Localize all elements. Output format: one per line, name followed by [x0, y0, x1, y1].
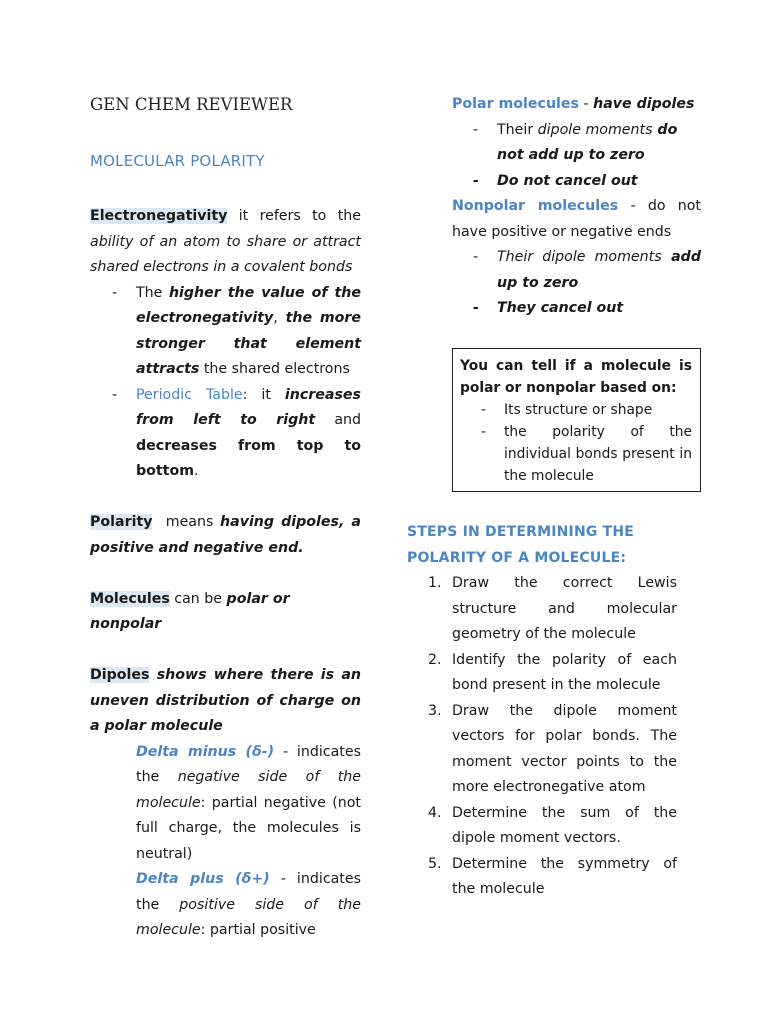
molecules-term: Molecules [90, 590, 170, 607]
polarity-paragraph: Polarity means having dipoles, a positive and negative end. [90, 514, 361, 556]
section-heading: MOLECULAR POLARITY [90, 152, 265, 170]
step-item: 3. Draw the dipole moment vectors for polar bonds. The moment vector points to the more electronegative atom [428, 702, 677, 795]
polarity-term: Polarity [90, 514, 153, 530]
nonpolar-molecules-paragraph: Nonpolar molecules - do not have positive or negative ends [452, 198, 701, 240]
tip-box-text: You can tell if a molecule is polar or nonpolar based on: [460, 358, 692, 396]
molecules-paragraph: Molecules can be polar or nonpolar [90, 590, 290, 632]
electronegativity-bullet-1: - The higher the value of the electronegativity, the more stronger that element attracts the shared electrons [112, 284, 361, 377]
steps-heading: STEPS IN DETERMINING THE POLARITY OF A MOLECULE: [407, 524, 635, 566]
step-item: 4. Determine the sum of the dipole moment vectors. [428, 804, 677, 846]
tip-box-item-1: - Its structure or shape [481, 402, 653, 418]
polarity-tip-box [452, 348, 701, 492]
left-column [90, 92, 361, 944]
dipoles-paragraph: Dipoles shows where there is an uneven distribution of charge on a polar molecule [90, 667, 361, 734]
polar-bullet-2: - Do not cancel out [473, 172, 638, 189]
periodic-table-term: Periodic Table [136, 386, 243, 403]
polar-bullet-1: - Their dipole moments do not add up to zero [473, 121, 678, 163]
right-column [407, 92, 701, 322]
steps-section [407, 520, 677, 903]
delta-plus-paragraph: Delta plus (δ+) - indicates the positive side of the molecule: partial positive [136, 871, 361, 938]
step-item: 2. Identify the polarity of each bond present in the molecule [428, 651, 677, 693]
nonpolar-molecules-term: Nonpolar molecules [452, 198, 619, 214]
tip-box-item-2: - the polarity of the individual bonds present in the molecule [481, 424, 692, 484]
nonpolar-bullet-2: - They cancel out [473, 300, 624, 316]
step-item: 1. Draw the correct Lewis structure and molecular geometry of the molecule [428, 575, 677, 642]
electronegativity-term: Electronegativity [90, 208, 228, 224]
dipoles-term: Dipoles [90, 667, 150, 683]
polar-molecules-paragraph: Polar molecules - have dipoles [452, 96, 695, 112]
electronegativity-bullet-2: - Periodic Table: it increases from left to right and decreases from top to bottom. [112, 386, 362, 479]
polar-molecules-term: Polar molecules [452, 96, 579, 112]
delta-plus-label: Delta plus (δ+) [136, 871, 270, 887]
electronegativity-paragraph: Electronegativity it refers to the ability of an atom to share or attract shared electrons in a covalent bonds [90, 208, 361, 275]
nonpolar-bullet-1: - Their dipole moments add up to zero [473, 249, 701, 291]
delta-minus-label: Delta minus (δ-) [136, 743, 275, 760]
step-item: 5. Determine the symmetry of the molecule [428, 855, 677, 897]
delta-minus-paragraph: Delta minus (δ-) - indicates the negative side of the molecule: partial negative (not full charge, the molecules is neutral) [136, 743, 362, 862]
page-title: GEN CHEM REVIEWER [90, 95, 293, 114]
